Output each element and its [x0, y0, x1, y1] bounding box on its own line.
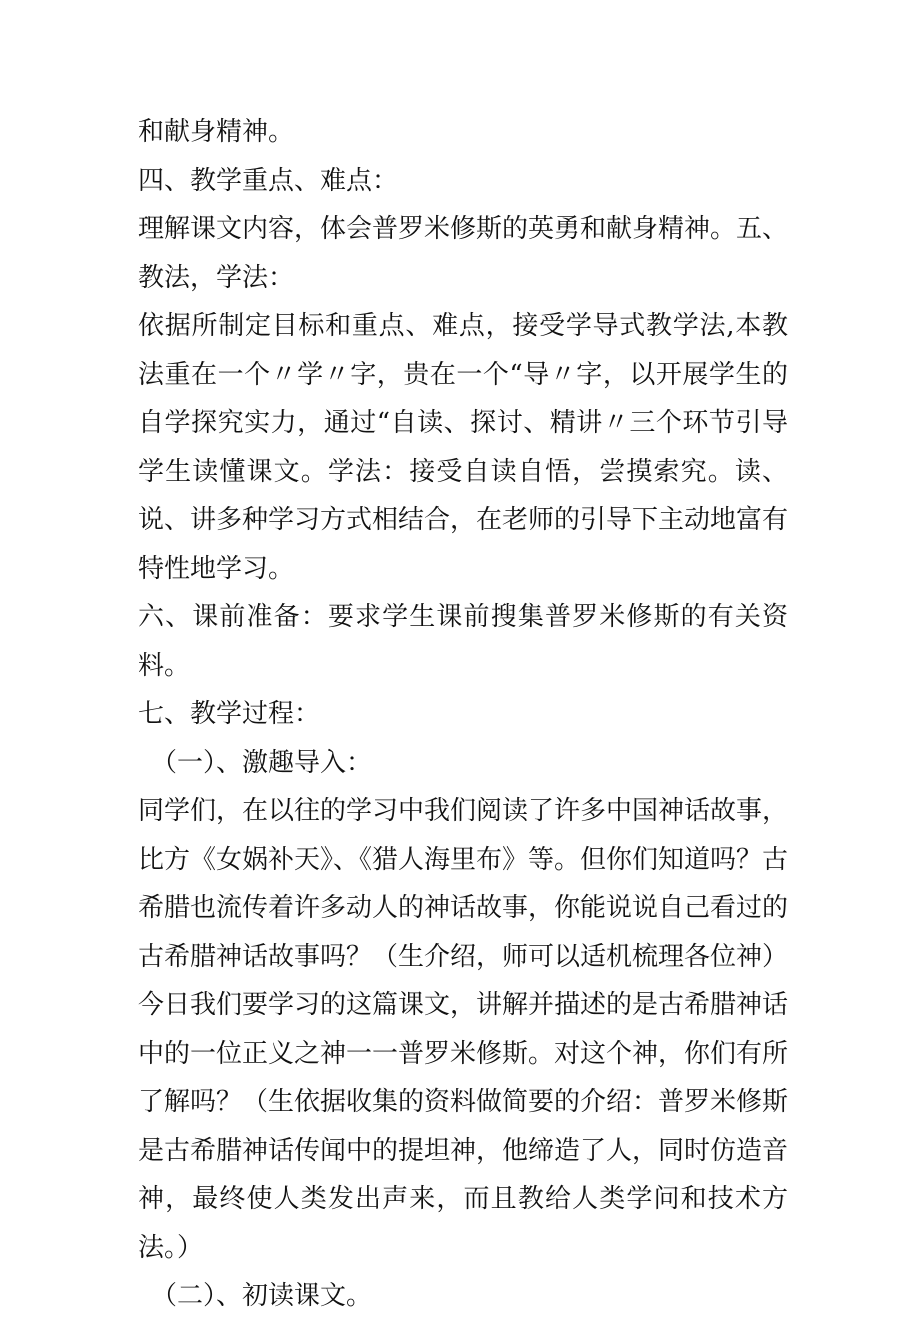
- subheading-first-reading: （二）、初读课文。: [151, 1281, 373, 1311]
- heading-teaching-process: 七、教学过程：: [138, 699, 321, 729]
- paragraph-key-points: 理解课文内容，体会普罗米修斯的英勇和献身精神。五、教法，学法：: [138, 214, 789, 293]
- paragraph-dedication-ending: 和献身精神。: [138, 117, 295, 147]
- document-body: [138, 108, 788, 1321]
- paragraph-teaching-method: 依据所制定目标和重点、难点，接受学导式教学法,本教法重在一个〃学〃字，贵在一个“导〃字，以开展学生的自学探究实力，通过“自读、探讨、精讲〃三个环节引导学生读懂课文。学法：接受自读自悟，尝摸索究。读、说、讲多种学习方式相结合，在老师的引导下主动地富有特性地学习。: [138, 311, 789, 584]
- paragraph-introduction: 同学们，在以往的学习中我们阅读了许多中国神话故事，比方《女娲补天》、《猎人海里布》等。但你们知道吗？古希腊也流传着许多动人的神话故事，你能说说自己看过的古希腊神话故事吗？（生介绍，师可以适机梳理各位神）今日我们要学习的这篇课文，讲解并描述的是古希腊神话中的一位正义之神一一普罗米修斯。对这个神，你们有所了解吗？（生依据收集的资料做简要的介绍：普罗米修斯是古希腊神话传闻中的提坦神，他缔造了人，同时仿造音神，最终使人类发出声来，而且教给人类学问和技术方法。）: [138, 796, 789, 1263]
- paragraph-preparation: 六、课前准备：要求学生课前搜集普罗米修斯的有关资料。: [138, 602, 788, 681]
- subheading-introduction: （一）、激趣导入：: [151, 747, 373, 778]
- heading-key-points: 四、教学重点、难点：: [138, 165, 399, 196]
